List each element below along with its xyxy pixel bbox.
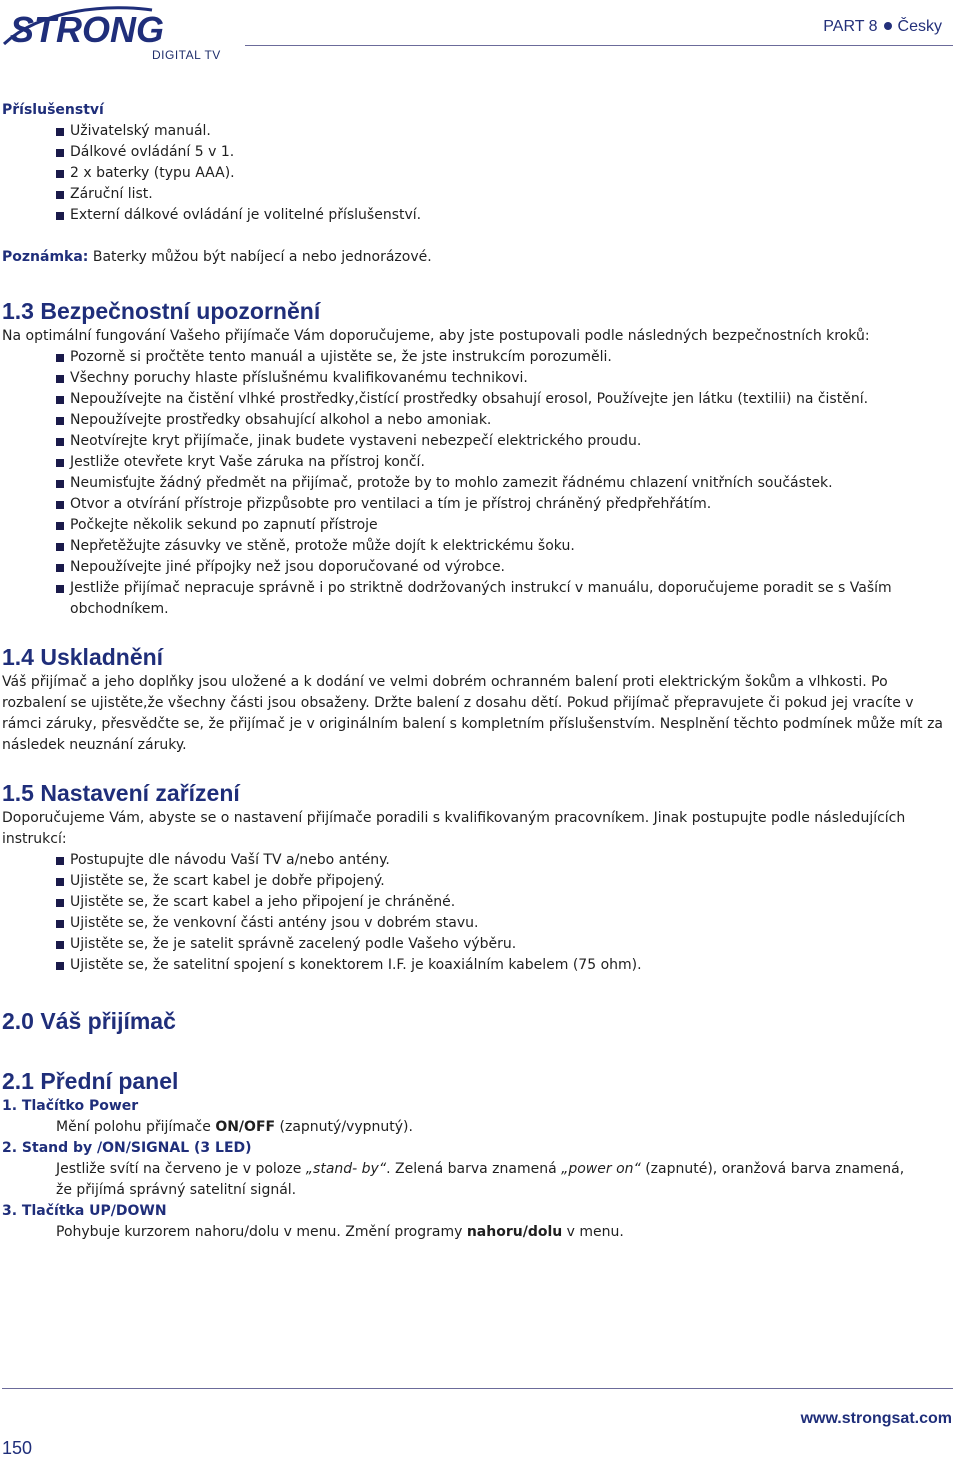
list-item: Jestliže přijímač nepracuje správně i po striktně dodržovaných instrukcí v manuálu, doporučujeme poradit se s Vaším obchodníkem. [54, 578, 952, 620]
desc-text: (zapnutý/vypnutý). [275, 1119, 413, 1135]
accessories-list [2, 121, 952, 226]
list-item: Neotvírejte kryt přijímače, jinak budete vystaveni nebezpečí elektrického proudu. [54, 431, 952, 452]
list-item: Ujistěte se, že scart kabel a jeho připojení je chráněné. [54, 892, 952, 913]
desc-text: Jestliže svítí na červeno je v poloze [56, 1161, 306, 1177]
updown-buttons-label: 3. Tlačítka UP/DOWN [2, 1203, 167, 1219]
setup-title: 1.5 Nastavení zařízení [2, 780, 240, 806]
list-item: Ujistěte se, že venkovní části antény jsou v dobrém stavu. [54, 913, 952, 934]
list-item: Nepřetěžujte zásuvky ve stěně, protože může dojít k elektrickému šoku. [54, 536, 952, 557]
desc-text: (zapnuté), oranžová barva znamená, že přijímá správný satelitní signál. [56, 1161, 905, 1198]
standby-led-desc [2, 1159, 952, 1201]
list-item: Postupujte dle návodu Vaší TV a/nebo antény. [54, 850, 952, 871]
desc-bold: ON/OFF [215, 1119, 276, 1135]
list-item: Externí dálkové ovládání je volitelné příslušenství. [54, 205, 952, 226]
power-button-desc [2, 1117, 952, 1138]
list-item: Záruční list. [54, 184, 952, 205]
note [2, 247, 952, 268]
list-item: Ujistěte se, že scart kabel je dobře připojený. [54, 871, 952, 892]
desc-text: Mění polohu přijímače [56, 1119, 216, 1135]
list-item: 2 x baterky (typu AAA). [54, 163, 952, 184]
power-button-label: 1. Tlačítko Power [2, 1098, 139, 1114]
list-item: Počkejte několik sekund po zapnutí přístroje [54, 515, 952, 536]
note-label: Poznámka: [2, 249, 89, 265]
receiver-title: 2.0 Váš přijímač [2, 1008, 176, 1034]
safety-list [2, 347, 952, 620]
part-label [823, 18, 942, 36]
updown-buttons-desc [2, 1222, 952, 1243]
standby-led-label: 2. Stand by /ON/SIGNAL (3 LED) [2, 1140, 252, 1156]
list-item: Ujistěte se, že je satelit správně zacelený podle Vašeho výběru. [54, 934, 952, 955]
page-number: 150 [2, 1438, 33, 1458]
part-number: PART 8 [823, 18, 878, 35]
header-divider [245, 45, 953, 46]
safety-title: 1.3 Bezpečnostní upozornění [2, 298, 321, 324]
list-item: Nepoužívejte na čistění vlhké prostředky,čistící prostředky obsahují erosol, Používejte jen látku (textilii) na čistění. [54, 389, 952, 410]
safety-intro: Na optimální fungování Vašeho přijímače Vám doporučujeme, aby jste postupovali podle následných bezpečnostních kroků: [2, 328, 870, 344]
list-item: Uživatelský manuál. [54, 121, 952, 142]
accessories-title: Příslušenství [2, 102, 104, 118]
desc-italic: „stand- by“ [305, 1161, 387, 1177]
page-content [2, 100, 952, 1243]
list-item: Nepoužívejte jiné přípojky než jsou doporučované od výrobce. [54, 557, 952, 578]
front-panel-title: 2.1 Přední panel [2, 1068, 179, 1094]
list-item: Dálkové ovládání 5 v 1. [54, 142, 952, 163]
language-label: Česky [897, 18, 942, 35]
list-item: Neumisťujte žádný předmět na přijímač, protože by to mohlo zamezit řádnému chlazení vnitřních součástek. [54, 473, 952, 494]
setup-list [2, 850, 952, 976]
website-link[interactable]: www.strongsat.com [800, 1410, 952, 1427]
logo-subtitle: DIGITAL TV [152, 48, 221, 62]
storage-text: Váš přijímač a jeho doplňky jsou uložené a k dodání ve velmi dobrém ochranném balení proti elektrickým šokům a vlhkosti. Po rozbalení se ujistěte,že všechny části jsou obsaženy. Držte balení z dosahu dětí. Pokud přijímač přepravujete či pokud jej vracíte v rámci záruky, přesvědčte se, že přijímač je v originálním balení s kompletním příslušenstvím. Nesplnění těchto podmínek může mít za následek neuznání záruky. [2, 674, 943, 753]
list-item: Všechny poruchy hlaste příslušnému kvalifikovanému technikovi. [54, 368, 952, 389]
desc-text: v menu. [562, 1224, 624, 1240]
bullet-dot-icon [884, 22, 892, 30]
list-item: Ujistěte se, že satelitní spojení s konektorem I.F. je koaxiálním kabelem (75 ohm). [54, 955, 952, 976]
list-item: Jestliže otevřete kryt Vaše záruka na přístroj končí. [54, 452, 952, 473]
setup-intro: Doporučujeme Vám, abyste se o nastavení přijímače poradili s kvalifikovaným pracovníkem. Jinak postupujte podle následujících instrukcí: [2, 810, 906, 847]
desc-text: Pohybuje kurzorem nahoru/dolu v menu. Změní programy [56, 1224, 467, 1240]
list-item: Otvor a otvírání přístroje přizpůsobte pro ventilaci a tím je přístroj chráněný předpřehřátím. [54, 494, 952, 515]
logo-text: STRONG [10, 9, 165, 50]
footer-divider [2, 1388, 953, 1389]
list-item: Pozorně si pročtěte tento manuál a ujistěte se, že jste instrukcím porozuměli. [54, 347, 952, 368]
desc-bold: nahoru/dolu [466, 1224, 563, 1240]
storage-title: 1.4 Uskladnění [2, 644, 164, 670]
desc-text: . Zelená barva znamená [386, 1161, 562, 1177]
page-header [0, 0, 960, 70]
list-item: Nepoužívejte prostředky obsahující alkohol a nebo amoniak. [54, 410, 952, 431]
desc-italic: „power on“ [561, 1161, 641, 1177]
note-text: Baterky můžou být nabíjecí a nebo jednorázové. [88, 249, 432, 265]
